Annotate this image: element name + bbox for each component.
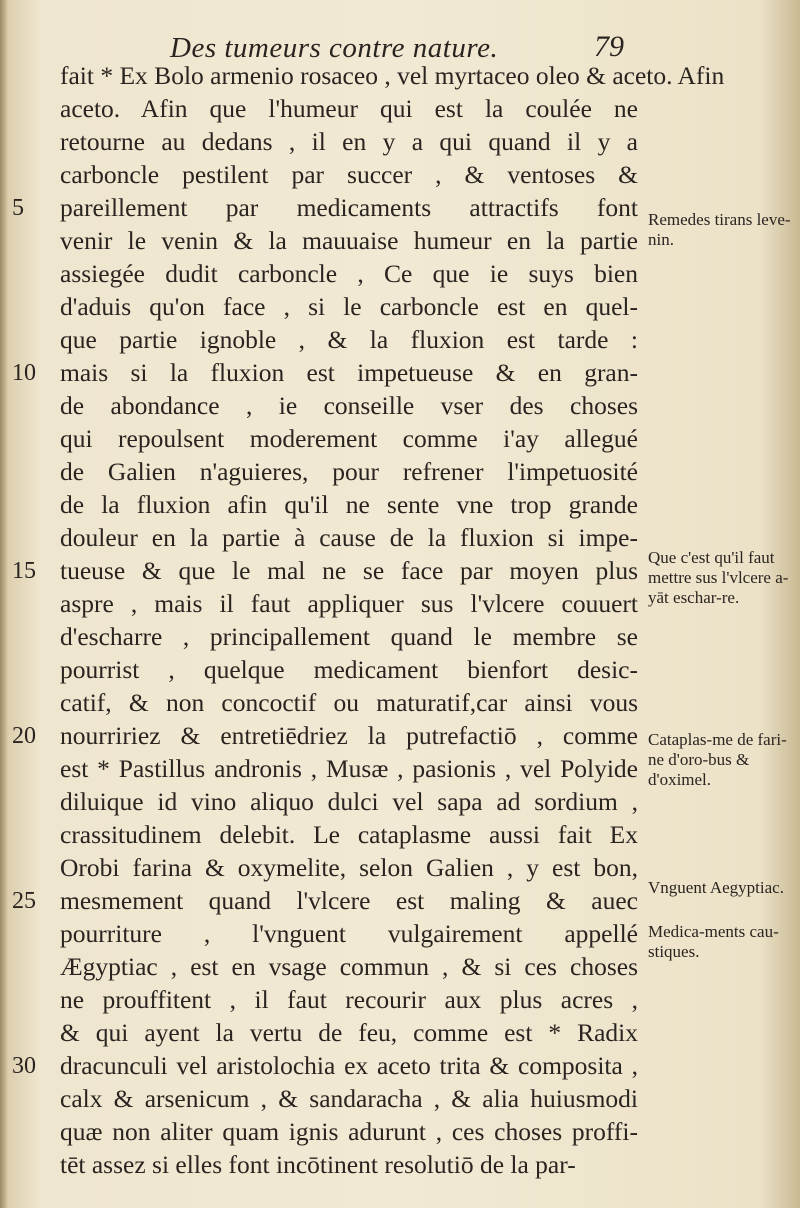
text-line: crassitudinem delebit. Le cataplasme aussi fait Ex: [60, 820, 638, 849]
text-line: pourrist , quelque medicament bienfort desic-: [60, 655, 638, 684]
text-line: diluique id vino aliquo dulci vel sapa ad sordium ,: [60, 787, 638, 816]
text-line: mais si la fluxion est impetueuse & en gran-: [60, 358, 638, 387]
page-number: 79: [594, 30, 624, 63]
text-line: douleur en la partie à cause de la fluxion si impe-: [60, 523, 638, 552]
text-line: carboncle pestilent par succer , & ventoses &: [60, 160, 638, 189]
margin-note: Remedes tirans leve-nin.: [648, 210, 791, 249]
text-line: de abondance , ie conseille vser des choses: [60, 391, 638, 420]
text-line: aspre , mais il faut appliquer sus l'vlcere couuert: [60, 589, 638, 618]
text-line: qui repoulsent moderement comme i'ay allegué: [60, 424, 638, 453]
text-line: assiegée dudit carboncle , Ce que ie suys bien: [60, 259, 638, 288]
text-line: Orobi farina & oxymelite, selon Galien , y est bon,: [60, 853, 638, 882]
text-line: catif, & non concoctif ou maturatif,car ainsi vous: [60, 688, 638, 717]
text-line: de Galien n'aguieres, pour refrener l'impetuosité: [60, 457, 638, 486]
text-line: Ægyptiac , est en vsage commun , & si ces choses: [60, 952, 638, 981]
text-line: quæ non aliter quam ignis adurunt , ces choses proffi-: [60, 1117, 638, 1146]
text-line: ne prouffitent , il faut recourir aux plus acres ,: [60, 985, 638, 1014]
text-line: fait * Ex Bolo armenio rosaceo , vel myrtaceo oleo & aceto. Afin: [60, 61, 725, 90]
text-line: venir le venin & la mauuaise humeur en la partie: [60, 226, 638, 255]
text-line: retourne au dedans , il en y a qui quand il y a: [60, 127, 638, 156]
text-line: calx & arsenicum , & sandaracha , & alia huiusmodi: [60, 1084, 638, 1113]
text-line: d'escharre , principallement quand le membre se: [60, 622, 638, 651]
text-line: tueuse & que le mal ne se face par moyen plus: [60, 556, 638, 585]
margin-note: Medica-ments cau-stiques.: [648, 922, 779, 961]
text-line: nourririez & entretiēdriez la putrefactiō , comme: [60, 721, 638, 750]
text-line: dracunculi vel aristolochia ex aceto trita & composita ,: [60, 1051, 638, 1080]
running-title: Des tumeurs contre nature.: [170, 32, 499, 64]
line-number: 10: [12, 360, 36, 386]
text-line: de la fluxion afin qu'il ne sente vne trop grande: [60, 490, 638, 519]
page-gutter-shadow: [0, 0, 8, 1208]
line-number: 20: [12, 723, 36, 749]
line-number: 15: [12, 558, 36, 584]
line-number: 30: [12, 1053, 36, 1079]
text-line: d'aduis qu'on face , si le carboncle est en quel-: [60, 292, 638, 321]
margin-note: Que c'est qu'il faut mettre sus l'vlcere a-yāt eschar-re.: [648, 548, 789, 607]
text-line: mesmement quand l'vlcere est maling & auec: [60, 886, 638, 915]
line-number: 5: [12, 195, 24, 221]
text-line: que partie ignoble , & la fluxion est tarde :: [60, 325, 638, 354]
margin-note: Cataplas-me de fari-ne d'oro-bus & d'oximel.: [648, 730, 787, 789]
text-line: est * Pastillus andronis , Musæ , pasionis , vel Polyide: [60, 754, 638, 783]
text-line: pareillement par medicaments attractifs font: [60, 193, 638, 222]
margin-note: Vnguent Aegyptiac.: [648, 878, 784, 897]
text-line: aceto. Afin que l'humeur qui est la coulée ne: [60, 94, 638, 123]
line-number: 25: [12, 888, 36, 914]
text-line: & qui ayent la vertu de feu, comme est * Radix: [60, 1018, 638, 1047]
text-line: tēt assez si elles font incōtinent resolutiō de la par-: [60, 1150, 576, 1179]
text-line: pourriture , l'vnguent vulgairement appellé: [60, 919, 638, 948]
